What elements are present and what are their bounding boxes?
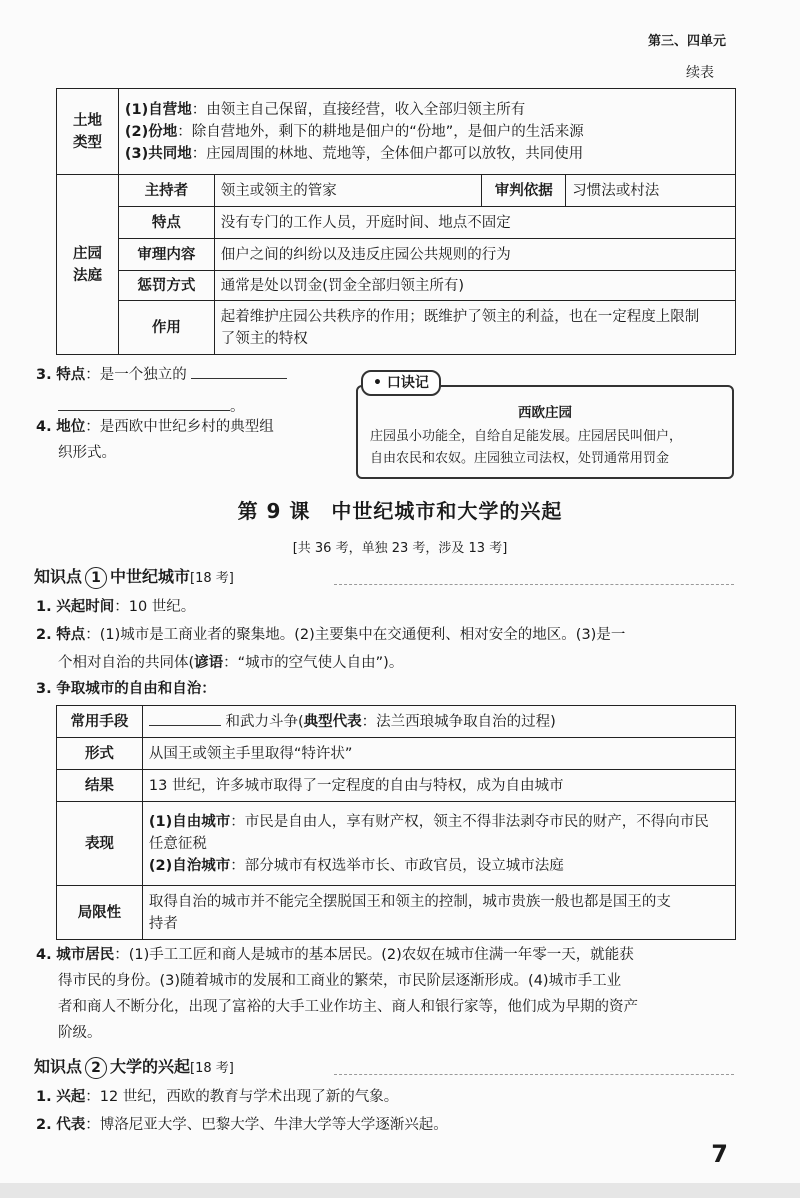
item-text: ：(1)手工工匠和商人是城市的基本居民。(2)农奴在城市住满一年零一天，就能获	[114, 947, 634, 963]
kp1-item-3	[36, 676, 216, 702]
land-line	[125, 99, 729, 121]
kp-prefix: 知识点	[34, 1057, 83, 1076]
item-number: 4.	[36, 947, 52, 963]
label-text: 法庭	[72, 267, 102, 284]
city-table	[56, 705, 736, 940]
item-4	[36, 414, 274, 440]
lesson-stats: [共 36 考，单独 23 考，涉及 13 考]	[292, 541, 508, 556]
kp-title: 中世纪城市	[110, 567, 191, 586]
kp-count: [18 考]	[190, 1061, 234, 1076]
kp-prefix: 知识点	[34, 567, 83, 586]
item-key: 兴起	[56, 1089, 86, 1105]
item-text: ：(1)城市是工商业者的聚集地。(2)主要集中在交通便利、相对安全的地区。(3)是一	[85, 627, 626, 643]
land-key: (2)份地	[124, 123, 178, 140]
content-value: 佃户之间的纠纷以及违反庄园公共规则的行为	[214, 239, 735, 271]
item-text: ：“城市的空气使人自由”)。	[223, 655, 404, 671]
label-text: 类型	[72, 134, 102, 151]
item-4-cont	[58, 440, 116, 466]
item-number: 3.	[36, 681, 52, 697]
kp1-item-2	[36, 622, 625, 648]
land-text: ：除自营地外，剩下的耕地是佃户的“份地”，是佃户的生活来源	[177, 123, 584, 140]
perf-line: 任意征税	[148, 835, 207, 852]
role-value	[214, 301, 735, 355]
item-number: 1.	[36, 599, 52, 615]
land-line	[125, 121, 729, 143]
means-key: 典型代表	[303, 713, 362, 730]
limit-label: 局限性	[57, 886, 143, 940]
perf-label: 表现	[57, 802, 143, 886]
item-number: 2.	[36, 1117, 52, 1133]
table-row	[57, 738, 736, 770]
item-text: ：12 世纪，西欧的教育与学术出现了新的气象。	[85, 1089, 399, 1105]
kp2-item-2	[36, 1112, 448, 1138]
result-label: 结果	[57, 770, 143, 802]
item-key: 特点	[56, 627, 86, 643]
basis-label: 审判依据	[482, 175, 566, 207]
kp2-item-1	[36, 1084, 398, 1110]
role-line: 起着维护庄园公共秩序的作用；既维护了领主的利益，也在一定程度上限制	[220, 308, 700, 325]
mnemonic-line: 庄园虽小功能全，自给自足能发展。庄园居民叫佃户，	[370, 429, 683, 444]
land-key: (3)共同地	[124, 145, 192, 162]
result-value: 13 世纪，许多城市取得了一定程度的自由与特权，成为自由城市	[142, 770, 735, 802]
page-number: 7	[711, 1140, 728, 1168]
item-text: 织形式。	[58, 445, 116, 461]
perf-key: (2)自治城市	[148, 857, 231, 874]
lesson-title: 第 9 课 中世纪城市和大学的兴起	[237, 499, 563, 523]
table-row	[57, 886, 736, 940]
form-value: 从国王或领主手里取得“特许状”	[142, 738, 735, 770]
table-row	[57, 271, 736, 301]
item-text-line: 者和商人不断分化，出现了富裕的大手工业作坊主、商人和银行家等，他们成为早期的资产	[58, 999, 638, 1015]
item-text: ：10 世纪。	[114, 599, 196, 615]
item-text-line: 得市民的身份。(3)随着城市的发展和工商业的繁荣，市民阶层逐渐形成。(4)城市手工业	[58, 973, 622, 989]
item-number: 4.	[36, 419, 52, 435]
content-label: 审理内容	[118, 239, 214, 271]
table-row	[57, 802, 736, 886]
answer-blank[interactable]	[191, 364, 287, 379]
land-line	[125, 143, 729, 165]
perf-text: ：市民是自由人，享有财产权，领主不得非法剥夺市民的财产，不得向市民	[230, 813, 709, 830]
item-key: 谚语	[194, 655, 224, 671]
item-number: 2.	[36, 627, 52, 643]
table-row	[57, 301, 736, 355]
mnemonic-box	[356, 385, 734, 479]
punish-label: 惩罚方式	[118, 271, 214, 301]
item-text-line: 阶级。	[58, 1025, 102, 1041]
item-text: 。	[230, 399, 245, 415]
mnemonic-title: 西欧庄园	[518, 405, 572, 421]
label-text: 土地	[72, 112, 102, 129]
manor-table	[56, 88, 736, 355]
label-text: 庄园	[72, 245, 102, 262]
continued-label: 续表	[686, 65, 714, 81]
host-label: 主持者	[118, 175, 214, 207]
table-row	[57, 770, 736, 802]
item-key: 地位	[56, 419, 86, 435]
land-key: (1)自营地	[124, 101, 192, 118]
item-text: ：是一个独立的	[85, 367, 187, 383]
page-edge	[0, 1183, 800, 1198]
item-3	[36, 362, 287, 388]
kp1-item-2-cont	[58, 650, 403, 676]
item-key: 兴起时间	[56, 599, 115, 615]
item-key: 争取城市的自由和自治：	[56, 681, 216, 697]
knowledge-point-2	[34, 1054, 234, 1079]
perf-line	[149, 855, 729, 877]
item-text: 个相对自治的共同体(	[58, 655, 195, 671]
item-key: 特点	[56, 367, 86, 383]
answer-blank[interactable]	[149, 711, 221, 726]
table-row	[57, 207, 736, 239]
answer-blank[interactable]	[58, 396, 230, 411]
mnemonic-tag: • 口诀记	[361, 370, 441, 396]
item-number: 3.	[36, 367, 52, 383]
unit-header: 第三、四单元	[647, 34, 726, 49]
means-label: 常用手段	[57, 706, 143, 738]
means-text: 和武力斗争(	[225, 713, 304, 730]
kp-title: 大学的兴起	[110, 1057, 191, 1076]
land-text: ：庄园周围的林地、荒地等，全体佃户都可以放牧，共同使用	[191, 145, 584, 162]
table-row	[57, 89, 736, 175]
kp-number-badge: 1	[85, 567, 107, 589]
means-text: ：法兰西琅城争取自治的过程)	[361, 713, 556, 730]
limit-line: 持者	[148, 915, 178, 932]
land-text: ：由领主自己保留，直接经营，收入全部归领主所有	[191, 101, 526, 118]
role-line: 了领主的特权	[220, 330, 308, 347]
means-value	[142, 706, 735, 738]
limit-line: 取得自治的城市并不能完全摆脱国王和领主的控制，城市贵族一般也都是国王的支	[148, 893, 671, 910]
kp1-item-4	[36, 942, 634, 968]
kp-count: [18 考]	[190, 571, 234, 586]
row-label-court	[57, 175, 119, 355]
perf-key: (1)自由城市	[148, 813, 231, 830]
punish-value: 通常是处以罚金(罚金全部归领主所有)	[214, 271, 735, 301]
row-label-land	[57, 89, 119, 175]
item-key: 城市居民	[56, 947, 115, 963]
basis-value: 习惯法或村法	[566, 175, 736, 207]
table-row	[57, 706, 736, 738]
land-types-cell	[118, 89, 735, 175]
kp1-item-1	[36, 594, 195, 620]
item-text: ：是西欧中世纪乡村的典型组	[85, 419, 274, 435]
host-value: 领主或领主的管家	[214, 175, 482, 207]
perf-line	[149, 811, 729, 833]
divider	[334, 1074, 734, 1075]
kp-number-badge: 2	[85, 1057, 107, 1079]
table-row	[57, 175, 736, 207]
role-label: 作用	[118, 301, 214, 355]
limit-value	[142, 886, 735, 940]
feature-label: 特点	[118, 207, 214, 239]
form-label: 形式	[57, 738, 143, 770]
perf-value	[142, 802, 735, 886]
feature-value: 没有专门的工作人员，开庭时间、地点不固定	[214, 207, 735, 239]
mnemonic-line: 自由农民和农奴。庄园独立司法权，处罚通常用罚金	[370, 451, 670, 466]
item-text: ：博洛尼亚大学、巴黎大学、牛津大学等大学逐渐兴起。	[85, 1117, 448, 1133]
item-number: 1.	[36, 1089, 52, 1105]
table-row	[57, 239, 736, 271]
perf-text: ：部分城市有权选举市长、市政官员，设立城市法庭	[230, 857, 564, 874]
divider	[334, 584, 734, 585]
knowledge-point-1	[34, 564, 234, 589]
item-key: 代表	[56, 1117, 86, 1133]
